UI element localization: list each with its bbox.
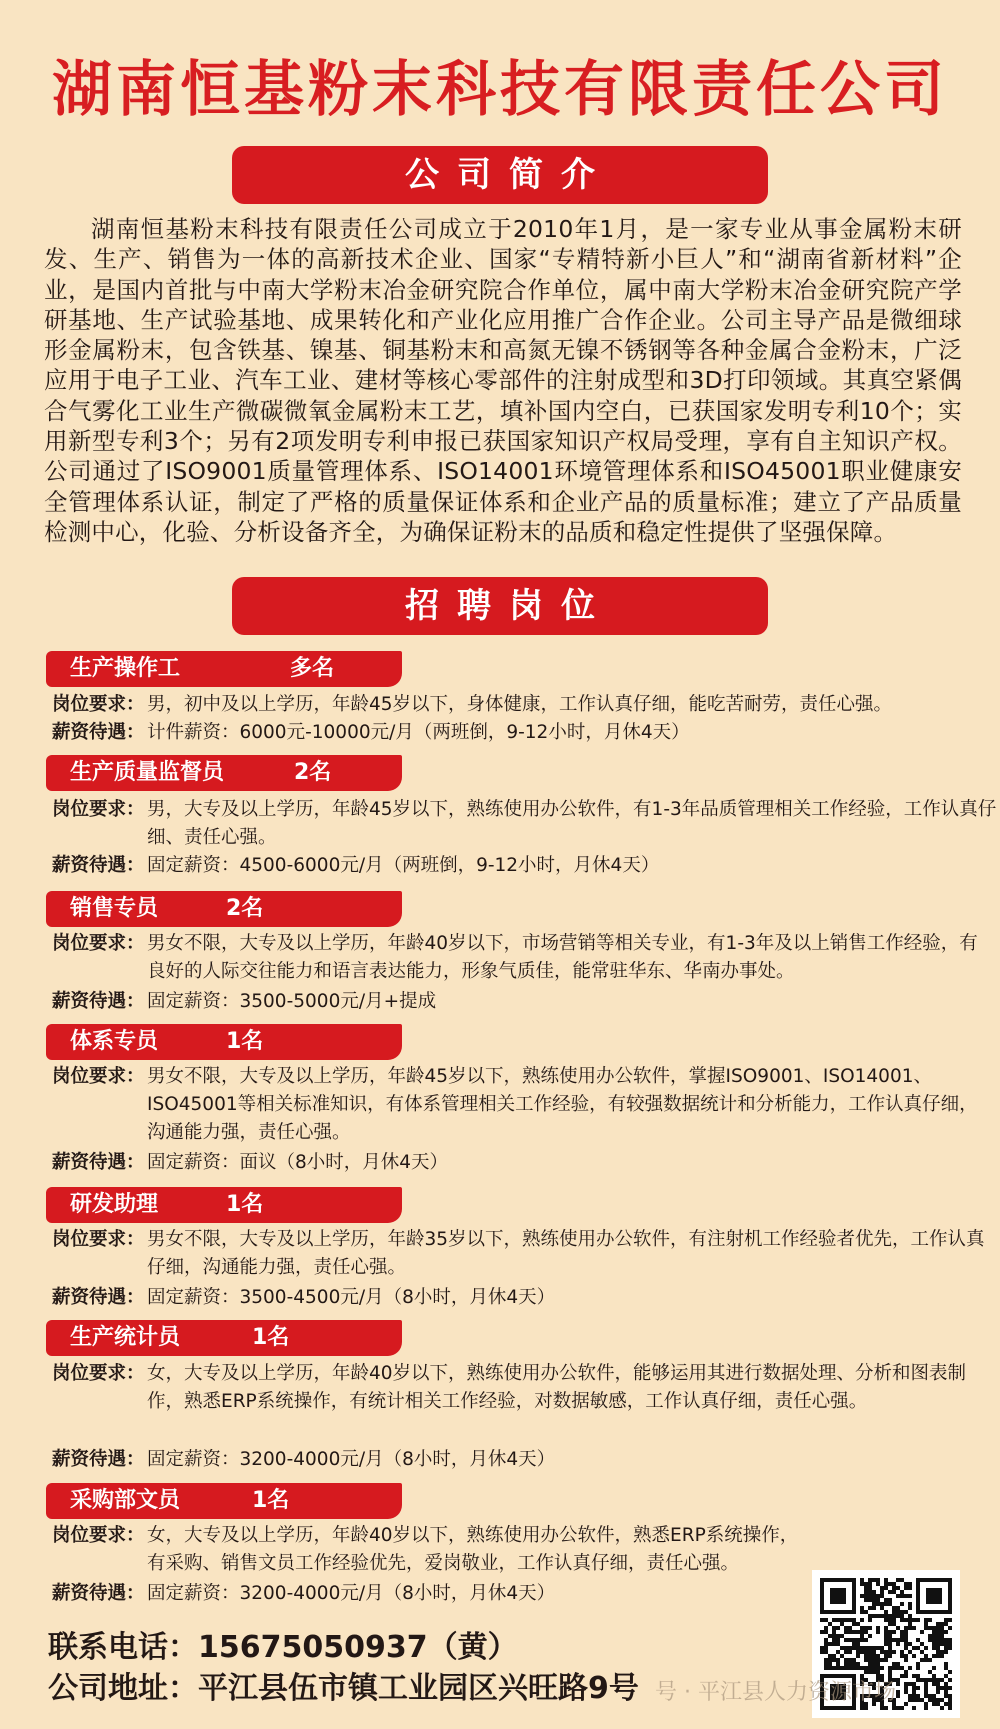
salary-text: 固定薪资：3200-4000元/月（8小时，月休4天） [147,1583,556,1604]
job-title: 研发助理 [70,1192,159,1217]
salary-label: 薪资待遇： [52,1152,145,1173]
requirement-label: 岗位要求： [52,1066,145,1087]
job-title-bar [46,1483,402,1519]
requirement-label: 岗位要求： [52,933,145,954]
requirement-label: 岗位要求： [52,799,145,820]
job-title-bar [46,891,402,927]
salary-label: 薪资待遇： [52,722,145,743]
company-intro-text: 湖南恒基粉末科技有限责任公司成立于2010年1月，是一家专业从事金属粉末研发、生产、销售为一体的高新技术企业、国家“专精特新小巨人”和“湖南省新材料”企业，是国内首批与中南大学粉末冶金研究院合作单位，属中南大学粉末冶金研究院产学研基地、生产试验基地、成果转化和产业化应用推广合作企业。公司主导产品是微细球形金属粉末，包含铁基、镍基、铜基粉末和高氮无镍不锈钢等各种金属合金粉末，广泛应用于电子工业、汽车工业、建材等核心零部件的注射成型和3D打印领域。其真空紧偶合气雾化工业生产微碳微氧金属粉末工艺，填补国内空白，已获国家发明专利10个；实用新型专利3个；另有2项发明专利申报已获国家知识产权局受理，享有自主知识产权。公司通过了ISO9001质量管理体系、ISO14001环境管理体系和ISO45001职业健康安全管理体系认证，制定了严格的质量保证体系和企业产品的质量标准；建立了产品质量检测中心，化验、分析设备齐全，为确保证粉末的品质和稳定性提供了坚强保障。 [44,215,962,546]
requirement-label: 岗位要求： [52,1229,145,1250]
company-title: 湖南恒基粉末科技有限责任公司 [52,55,948,125]
address-label: 公司地址： [48,1671,198,1706]
salary-text: 固定薪资：3500-5000元/月+提成 [147,991,437,1012]
requirement-text: 女，大专及以上学历，年龄40岁以下，熟练使用办公软件，能够运用其进行数据处理、分析和图表制作，熟悉ERP系统操作，有统计相关工作经验，对数据敏感，工作认真仔细，责任心强。 [147,1363,967,1412]
salary-text: 固定薪资：3500-4500元/月（8小时，月休4天） [147,1287,556,1308]
job-headcount: 1名 [252,1488,290,1513]
section-banner-jobs: 招聘岗位 [232,577,768,635]
job-title-bar [46,755,402,791]
salary-text: 固定薪资：3200-4000元/月（8小时，月休4天） [147,1449,556,1470]
job-title: 生产操作工 [70,656,181,681]
salary-text: 计件薪资：6000元-10000元/月（两班倒，9-12小时，月休4天） [147,722,690,743]
job-headcount: 1名 [226,1029,264,1054]
job-headcount: 2名 [294,760,332,785]
contact-phone [48,1628,518,1668]
phone-number: 15675050937（黄） [198,1630,518,1665]
job-title-bar [46,1187,402,1223]
job-title-bar [46,651,402,687]
job-headcount: 1名 [226,1192,264,1217]
contact-address [48,1669,639,1709]
job-title-bar [46,1024,402,1060]
requirement-text: 男，大专及以上学历，年龄45岁以下，熟练使用办公软件，有1-3年品质管理相关工作经验，工作认真仔细、责任心强。 [147,799,997,848]
job-title: 生产质量监督员 [70,760,225,785]
salary-label: 薪资待遇： [52,991,145,1012]
job-title: 销售专员 [70,896,159,921]
watermark: 号 · 平江县人力资源市场 [655,1680,896,1705]
salary-label: 薪资待遇： [52,1583,145,1604]
salary-text: 固定薪资：面议（8小时，月休4天） [147,1152,449,1173]
salary-label: 薪资待遇： [52,1449,145,1470]
job-title: 采购部文员 [70,1488,181,1513]
requirement-text: 男女不限，大专及以上学历，年龄35岁以下，熟练使用办公软件，有注射机工作经验者优先，工作认真仔细，沟通能力强，责任心强。 [147,1229,985,1278]
requirement-text: 男女不限，大专及以上学历，年龄45岁以下，熟练使用办公软件，掌握ISO9001、ISO14001、ISO45001等相关标准知识，有体系管理相关工作经验，有较强数据统计和分析能力，工作认真仔细，沟通能力强，责任心强。 [147,1066,978,1143]
phone-label: 联系电话： [48,1630,198,1665]
job-headcount: 2名 [226,896,264,921]
job-headcount: 1名 [252,1325,290,1350]
requirement-label: 岗位要求： [52,1525,145,1546]
requirement-text: 女，大专及以上学历，年龄40岁以下，熟练使用办公软件，熟悉ERP系统操作，有采购、销售文员工作经验优先，爱岗敬业，工作认真仔细，责任心强。 [147,1525,799,1574]
requirement-label: 岗位要求： [52,694,145,715]
job-title-bar [46,1320,402,1356]
salary-label: 薪资待遇： [52,855,145,876]
requirement-text: 男，初中及以上学历，年龄45岁以下，身体健康，工作认真仔细，能吃苦耐劳，责任心强。 [147,694,893,715]
requirement-text: 男女不限，大专及以上学历，年龄40岁以下，市场营销等相关专业，有1-3年及以上销售工作经验，有良好的人际交往能力和语言表达能力，形象气质佳，能常驻华东、华南办事处。 [147,933,978,982]
requirement-label: 岗位要求： [52,1363,145,1384]
salary-label: 薪资待遇： [52,1287,145,1308]
address-text: 平江县伍市镇工业园区兴旺路9号 [198,1671,639,1706]
job-headcount: 多名 [290,656,335,681]
job-title: 体系专员 [70,1029,159,1054]
salary-text: 固定薪资：4500-6000元/月（两班倒，9-12小时，月休4天） [147,855,660,876]
section-banner-intro: 公司简介 [232,146,768,204]
job-title: 生产统计员 [70,1325,181,1350]
